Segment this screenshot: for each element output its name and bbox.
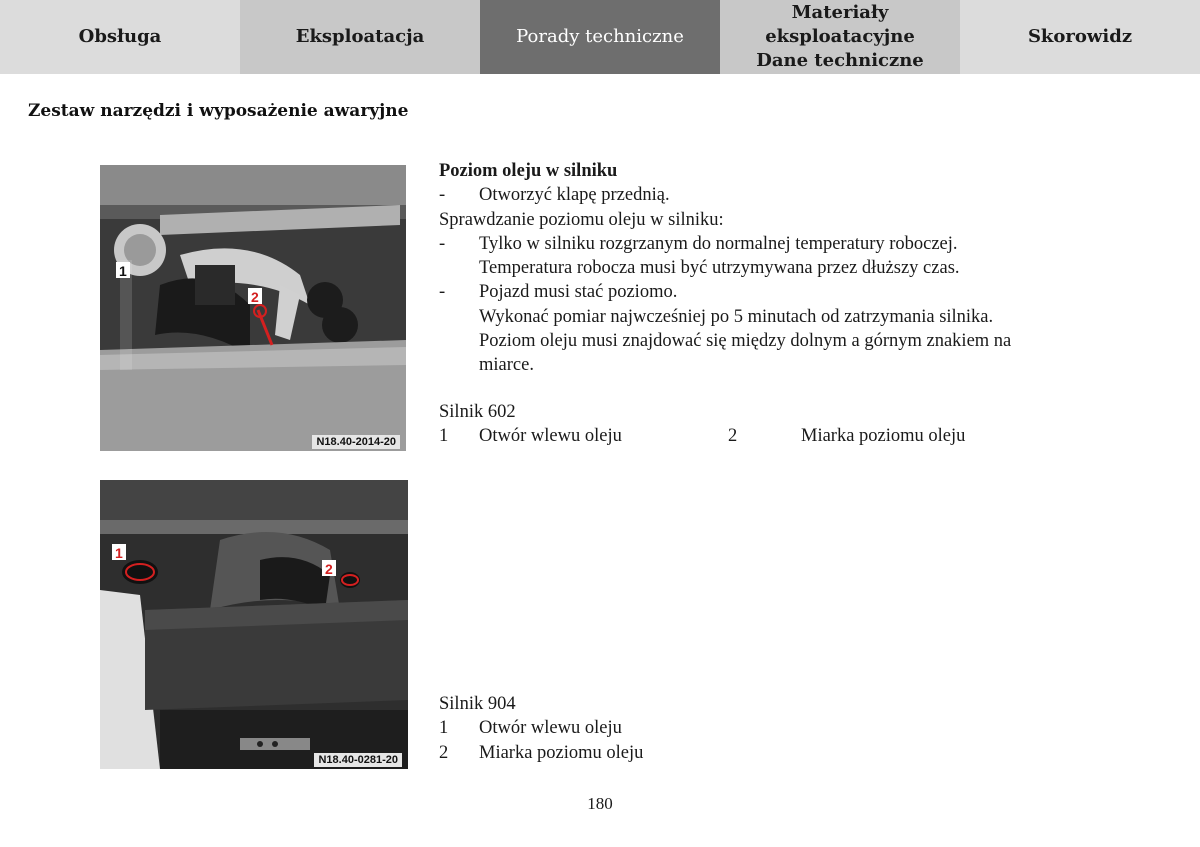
step-text: Otworzyć klapę przednią. [479, 185, 670, 206]
engine-904-photo [100, 480, 408, 769]
tab-label: Porady techniczne [516, 26, 684, 47]
engine-602-photo [100, 165, 406, 451]
callout-2: 2 [325, 561, 333, 577]
oil-level-heading: Poziom oleju w silniku [439, 161, 618, 181]
legend-label: Miarka poziomu oleju [479, 742, 644, 763]
tab-label-line2: Dane techniczne [756, 50, 924, 71]
engine-904-illustration [100, 480, 408, 769]
legend-label: Otwór wlewu oleju [479, 718, 622, 739]
top-navigation [0, 0, 1200, 74]
tab-label: Eksploatacja [295, 26, 425, 47]
bullet-text-continued: Wykonać pomiar najwcześniej po 5 minutach od zatrzymania silnika. [479, 306, 994, 327]
bullet-text-continued: Poziom oleju musi znajdować się między dolnym a górnym znakiem na [479, 331, 1012, 352]
page-number: 180 [587, 794, 613, 813]
engine-904-legend [439, 692, 1139, 765]
bullet-text: Tylko w silniku rozgrzanym do normalnej temperatury roboczej. [479, 233, 958, 254]
legend-row [439, 716, 1139, 740]
legend-row [439, 741, 1139, 765]
bullet-text-continued: Temperatura robocza musi być utrzymywana przez dłuższy czas. [479, 258, 960, 279]
tab-obsluga[interactable] [0, 0, 240, 74]
bullet-text: Pojazd musi stać poziomo. [479, 282, 678, 303]
tab-eksploatacja[interactable] [240, 0, 480, 74]
photo-code: N18.40-2014-20 [312, 435, 400, 449]
check-subheading: Sprawdzanie poziomu oleju w silniku: [439, 209, 724, 230]
bullet-item [439, 280, 1139, 304]
engine-602-title: Silnik 602 [439, 402, 516, 422]
engine-602-legend [439, 400, 1139, 449]
legend-number: 2 [728, 426, 738, 447]
bullet-item [439, 232, 1139, 256]
step-item [439, 183, 1139, 207]
callout-2: 2 [251, 289, 259, 305]
list-dash: - [439, 233, 446, 254]
tab-label: Obsługa [78, 26, 162, 47]
legend-number: 1 [439, 718, 449, 739]
tab-label-line1: Materiały eksploatacyjne [765, 2, 915, 47]
photo-code: N18.40-0281-20 [314, 753, 402, 767]
callout-1: 1 [119, 263, 127, 279]
callout-1: 1 [115, 545, 123, 561]
section-title: Zestaw narzędzi i wyposażenie awaryjne [28, 101, 409, 121]
legend-number: 1 [439, 426, 449, 447]
engine-602-illustration [100, 165, 406, 451]
legend-label: Miarka poziomu oleju [801, 426, 966, 447]
list-dash: - [439, 282, 446, 303]
tab-skorowidz[interactable] [960, 0, 1200, 74]
tab-label: Skorowidz [1027, 26, 1133, 47]
engine-904-title: Silnik 904 [439, 694, 516, 714]
legend-label: Otwór wlewu oleju [479, 426, 622, 447]
legend-number: 2 [439, 742, 449, 763]
tab-materialy-dane[interactable] [720, 0, 960, 74]
legend-row [439, 424, 1139, 448]
tab-porady-techniczne[interactable] [480, 0, 720, 74]
bullet-text-continued: miarce. [479, 355, 534, 376]
oil-level-instructions [439, 159, 1139, 378]
list-dash: - [439, 185, 446, 206]
